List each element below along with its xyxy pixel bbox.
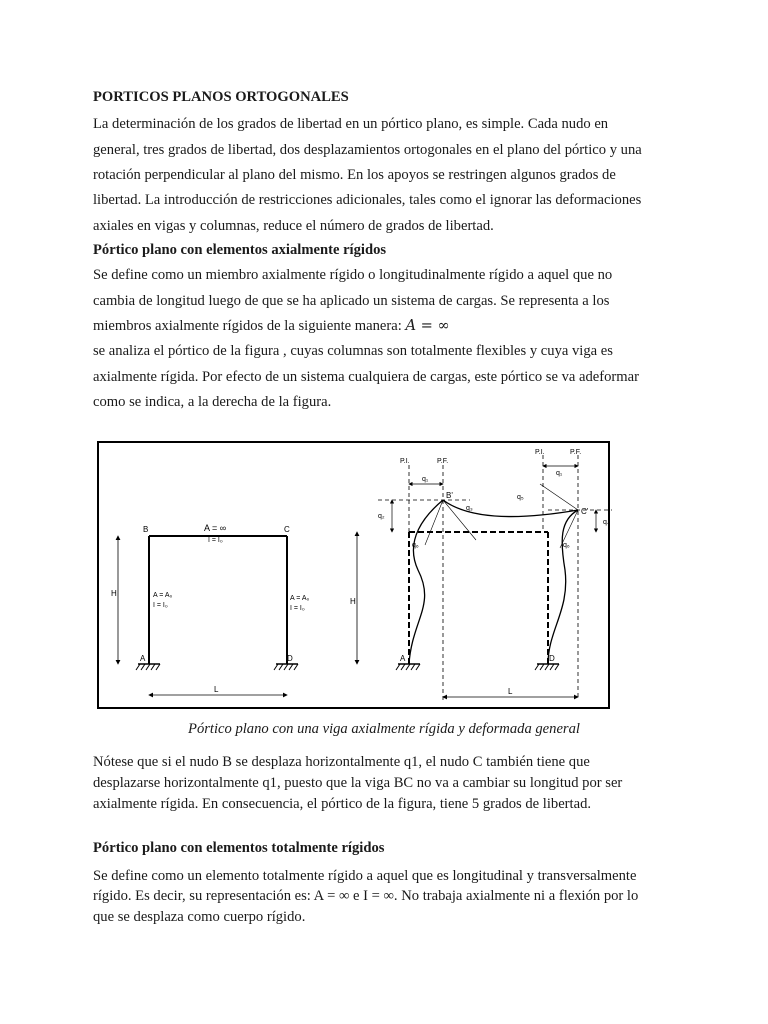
- tangent-q6: [425, 500, 443, 545]
- pf-left-label: P.F.: [437, 458, 449, 465]
- q3-label: q₃: [466, 505, 473, 512]
- section1-line: Se define como un miembro axialmente rígido o longitudinalmente rígido a aquel que no: [93, 267, 613, 283]
- q6-right-label: q₆: [563, 542, 570, 549]
- intro-line: La determinación de los grados de libertad en un pórtico plano, es simple. Cada nudo en: [93, 116, 609, 132]
- intro-line: rotación perpendicular al plano del mismo. En los apoyos se restringen algunos grados de: [93, 167, 616, 183]
- section1-line: como se indica, a la derecha de la figura.: [93, 394, 332, 410]
- section1-line: axialmente rígida. Por efecto de un sistema cualquiera de cargas, este pórtico se va adeformar: [93, 369, 639, 385]
- col-left-area-label: A = A₀: [153, 592, 173, 599]
- col-right-area-label: A = A₀: [290, 595, 310, 602]
- node-d-label: D: [287, 654, 293, 663]
- intro-line: axiales en vigas y columnas, reduce el número de grados de libertad.: [93, 218, 494, 234]
- deformed-frame: [350, 449, 612, 700]
- pf-right-label: P.F.: [570, 449, 582, 456]
- after-figure-line: axialmente rígida. En consecuencia, el pórtico de la figura, tiene 5 grados de libertad.: [93, 796, 592, 812]
- infinity-expression: A = ∞: [405, 317, 450, 334]
- q1-right-label: q₁: [556, 470, 563, 477]
- deformed-right-column: [548, 510, 578, 664]
- node-c-prime-label: C': [581, 507, 589, 516]
- node-c-label: C: [284, 525, 290, 534]
- length-label: L: [214, 685, 219, 694]
- support-a-deformed-icon: [396, 664, 420, 670]
- section1-line: cambia de longitud luego de que se ha aplicado un sistema de cargas. Se representa a los: [93, 293, 610, 309]
- q5-label: q₅: [517, 494, 524, 501]
- q2-label: q₂: [378, 513, 385, 520]
- col-right-inertia-label: I = I₀: [290, 605, 305, 612]
- page-title: PORTICOS PLANOS ORTOGONALES: [93, 89, 349, 105]
- deformed-left-column: [409, 500, 443, 664]
- pi-left-label: P.I.: [400, 458, 410, 465]
- beam-inertia-label: I = I₀: [208, 537, 223, 544]
- q4-label: q₄: [603, 519, 610, 526]
- undeformed-frame: [111, 523, 310, 695]
- support-a-icon: [136, 664, 160, 670]
- node-b-label: B: [143, 525, 149, 534]
- beam-area-label: A = ∞: [204, 523, 227, 533]
- height-deformed-label: H: [350, 597, 356, 606]
- node-a-deformed-label: A: [400, 654, 406, 663]
- intro-line: libertad. La introducción de restricciones adicionales, tales como el ignorar las deformaciones: [93, 192, 642, 208]
- length-deformed-label: L: [508, 687, 513, 696]
- col-left-inertia-label: I = I₀: [153, 602, 168, 609]
- q6-left-label: q₆: [412, 542, 419, 549]
- after-figure-line: desplazarse horizontalmente q1, puesto que la viga BC no va a cambiar su longitud por ser: [93, 775, 623, 791]
- tangent-q5: [540, 484, 578, 510]
- height-label: H: [111, 589, 117, 598]
- section2-heading: Pórtico plano con elementos totalmente rígidos: [93, 840, 385, 856]
- pi-right-label: P.I.: [535, 449, 545, 456]
- section2-line: Se define como un elemento totalmente rígido a aquel que es longitudinal y transversalmente: [93, 868, 637, 884]
- intro-line: general, tres grados de libertad, dos desplazamientos ortogonales en el plano del pórtico y una: [93, 142, 642, 158]
- figure-caption: Pórtico plano con una viga axialmente rígida y deformada general: [188, 721, 580, 737]
- node-d-deformed-label: D: [549, 654, 555, 663]
- q1-left-label: q₁: [422, 476, 429, 483]
- support-d-deformed-icon: [535, 664, 559, 670]
- deformed-beam: [443, 500, 578, 517]
- section2-line: rígido. Es decir, su representación es: A = ∞ e I = ∞. No trabaja axialmente ni a flexión por lo: [93, 888, 639, 904]
- after-figure-line: Nótese que si el nudo B se desplaza horizontalmente q1, el nudo C también tiene que: [93, 754, 590, 770]
- section2-line: que se desplaza como cuerpo rígido.: [93, 909, 306, 925]
- section1-heading: Pórtico plano con elementos axialmente rígidos: [93, 242, 387, 258]
- node-b-prime-label: B': [446, 491, 453, 500]
- section1-line-text: miembros axialmente rígidos de la siguiente manera:: [93, 318, 406, 334]
- node-a-label: A: [140, 654, 146, 663]
- support-d-icon: [274, 664, 298, 670]
- section1-line: se analiza el pórtico de la figura , cuyas columnas son totalmente flexibles y cuya viga es: [93, 343, 613, 359]
